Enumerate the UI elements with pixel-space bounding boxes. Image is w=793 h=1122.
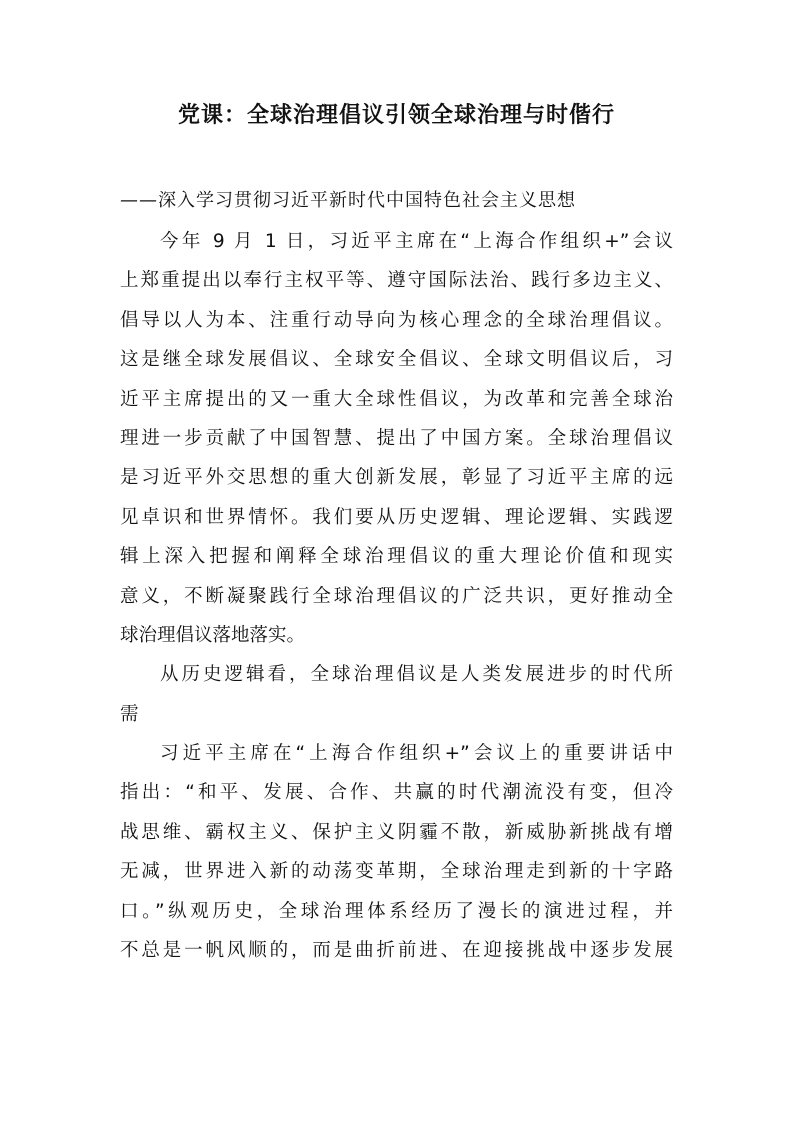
paragraph-line: 球治理倡议落地落实。 [120,624,306,646]
paragraph-line: 是习近平外交思想的重大创新发展，彰显了习近平主席的远 [120,467,673,489]
paragraph-line: 指出：“和平、发展、合作、共赢的时代潮流没有变，但冷 [120,782,673,804]
paragraph-line: 今年 9 月 1 日，习近平主席在“上海合作组织+”会议 [160,231,673,252]
document-subtitle: ——深入学习贯彻习近平新时代中国特色社会主义思想 [120,190,576,211]
paragraph-line: 无减，世界进入新的动荡变革期，全球治理走到新的十字路 [120,861,673,883]
paragraph-line: 不总是一帆风顺的，而是曲折前进、在迎接挑战中逐步发展 [120,940,673,962]
paragraph-line: 上郑重提出以奉行主权平等、遵守国际法治、践行多边主义、 [120,270,673,292]
paragraph-line: 近平主席提出的又一重大全球性倡议，为改革和完善全球治 [120,388,673,410]
paragraph-line: 意义，不断凝聚践行全球治理倡议的广泛共识，更好推动全 [120,585,673,607]
paragraph-line: 口。”纵观历史，全球治理体系经历了漫长的演进过程，并 [120,900,673,922]
paragraph-line: 从历史逻辑看，全球治理倡议是人类发展进步的时代所 [160,664,673,686]
paragraph-line: 理进一步贡献了中国智慧、提出了中国方案。全球治理倡议 [120,427,673,449]
paragraph-line: 习近平主席在“上海合作组织+”会议上的重要讲话中 [160,743,673,765]
document-body [120,222,673,970]
document-title: 党课：全球治理倡议引领全球治理与时偕行 [177,103,615,128]
paragraph-line: 见卓识和世界情怀。我们要从历史逻辑、理论逻辑、实践逻 [120,506,673,528]
paragraph-line: 战思维、霸权主义、保护主义阴霾不散，新威胁新挑战有增 [120,821,673,843]
paragraph-1 [120,222,673,655]
paragraph-line: 这是继全球发展倡议、全球安全倡议、全球文明倡议后，习 [120,349,673,371]
paragraph-line: 需 [120,703,139,725]
paragraph-3 [120,734,673,970]
paragraph-line: 倡导以人为本、注重行动导向为核心理念的全球治理倡议。 [120,309,673,331]
paragraph-line: 辑上深入把握和阐释全球治理倡议的重大理论价值和现实 [120,546,673,568]
paragraph-2 [120,655,673,734]
